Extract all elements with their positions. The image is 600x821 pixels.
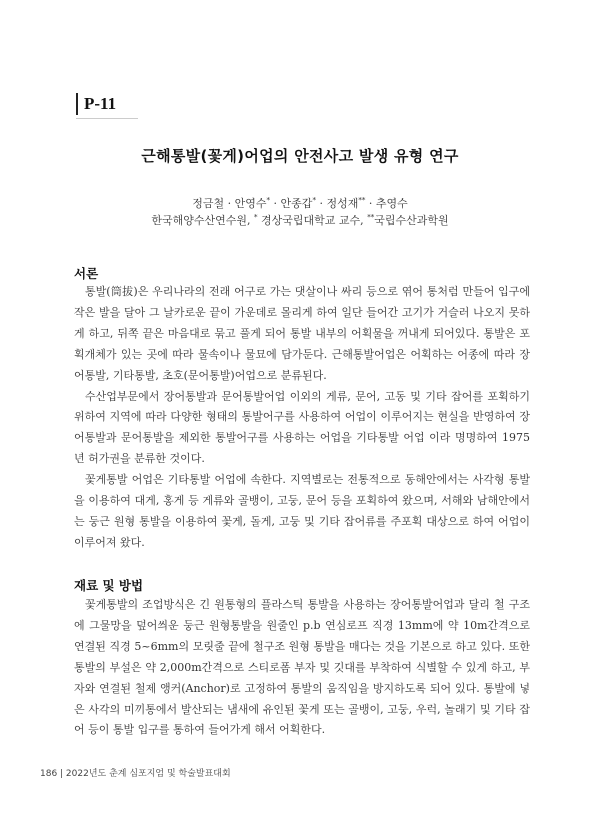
page-footer: 186 | 2022년도 춘계 심포지엄 및 학술발표대회 (40, 769, 231, 779)
author-separator: · (368, 197, 373, 210)
author-2-mark: * (266, 196, 271, 205)
affiliation-list (0, 212, 600, 228)
methods-paragraph-1: 꽃게통발의 조업방식은 긴 원통형의 플라스틱 통발을 사용하는 장어통발어업과 달리 철 구조에 그물망을 덮어씌운 둥근 원형통발을 원줄인 p.b 연심로프 직경 13mm에 약 10m간격으로 연결된 직경 5~6mm의 모릿줄 끝에 철구조 원형 통발을 매다는 것을 기본으로 하고 있다. 또한 통발의 부설은 약 2,000m간격으로 스티로폼 부자 및 깃대를 부착하여 식별할 수 있게 하고, 부자와 연결된 철제 앵커(Anchor)로 고정하여 통발의 움직임을 방지하도록 되어 있다. 통발에 넣은 사각의 미끼통에서 발산되는 냄새에 유인된 꽃게 또는 골뱅이, 고둥, 우럭, 놀래기 및 기타 잡어 등이 통발 입구를 통하여 들어가게 해서 어획한다. (74, 598, 530, 737)
author-separator: · (227, 197, 232, 210)
intro-heading: 서론 (74, 266, 99, 281)
affiliation-2: 경상국립대학교 교수, (261, 214, 364, 227)
intro-paragraph-1: 통발(筒拔)은 우리나라의 전래 어구로 가는 댓살이나 싸리 등으로 엮어 통처럼 만들어 입구에 작은 발을 달아 그 날카로운 끝이 가운데로 몰리게 하여 일단 들어간 고기가 거슬러 나오지 못하게 하고, 뒤쪽 끝은 마음대로 묶고 풀게 되어 통발 내부의 어획물을 꺼내게 되어있다. 통발은 포획개체가 있는 곳에 따라 물속이나 물묘에 담가둔다. 근해통발어업은 어획하는 어종에 따라 장어통발, 기타통발, 초호(문어통발)어업으로 분류된다. (74, 285, 530, 382)
author-separator: · (273, 197, 278, 210)
author-4-mark: ** (358, 196, 366, 205)
paper-title: 근해통발(꽃게)어업의 안전사고 발생 유형 연구 (141, 147, 459, 165)
author-separator: · (319, 197, 323, 210)
author-3: 안종갑 (280, 197, 313, 210)
affiliation-3-mark: ** (367, 213, 375, 222)
author-list (0, 195, 600, 211)
author-3-mark: * (312, 196, 316, 205)
session-tag (76, 92, 116, 116)
methods-heading: 재료 및 방법 (74, 578, 144, 593)
author-4: 정성재 (326, 197, 359, 210)
tag-bar (76, 93, 78, 115)
tag-underline (76, 118, 138, 119)
session-tag-label: P-11 (84, 94, 117, 113)
intro-body (74, 282, 530, 554)
affiliation-1: 한국해양수산연수원, (151, 214, 251, 227)
intro-paragraph-2: 수산업부문에서 장어통발과 문어통발어업 이외의 게류, 문어, 고동 및 기타 잡어를 포획하기 위하여 지역에 따라 다양한 형태의 통발어구를 사용하여 어업이 이루어지는 현실을 반영하여 장어통발과 문어통발을 제외한 통발어구를 사용하는 어업을 기타통발 어업 이라 명명하여 1975년 허가권을 분류한 것이다. (74, 389, 530, 466)
affiliation-3: 국립수산과학원 (374, 214, 449, 227)
author-1: 정금철 (192, 197, 225, 210)
intro-paragraph-3: 꽃게통발 어업은 기타통발 어업에 속한다. 지역별로는 전통적으로 동해안에서는 사각형 통발을 이용하여 대게, 홍게 등 게류와 골뱅이, 고둥, 문어 등을 포획하여 왔으며, 서해와 남해안에서는 둥근 원형 통발을 이용하여 꽃게, 돌게, 고둥 및 기타 잡어류를 주포획 대상으로 하여 어업이 이루어져 왔다. (74, 473, 530, 549)
methods-body (74, 595, 530, 741)
author-5: 추영수 (375, 197, 408, 210)
author-2: 안영수 (234, 197, 267, 210)
affiliation-2-mark: * (254, 213, 258, 222)
